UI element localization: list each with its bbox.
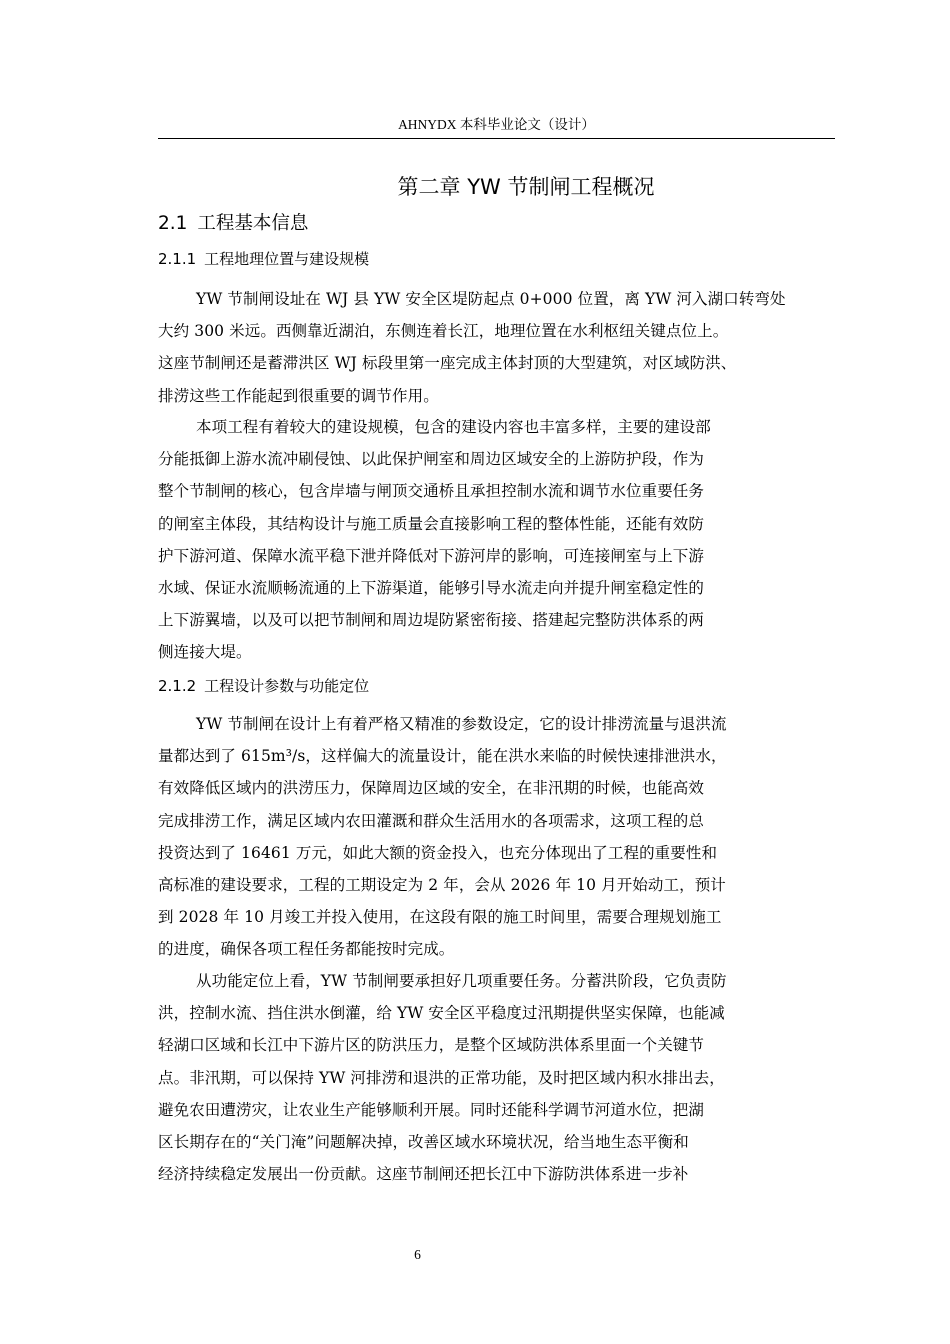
section-title: 工程基本信息 (197, 213, 309, 234)
text-line: 本项工程有着较大的建设规模，包含的建设内容也丰富多样，主要的建设部 (196, 418, 711, 436)
subsection-heading (158, 675, 369, 697)
header-divider (158, 138, 835, 139)
text-line: 洪，控制水流、挡住洪水倒灌，给 YW 安全区平稳度过汛期提供坚实保障，也能减 (158, 1004, 725, 1023)
text-line: 的进度，确保各项工程任务都能按时完成。 (158, 940, 455, 959)
text-line: 有效降低区域内的洪涝压力，保障周边区域的安全，在非汛期的时候，也能高效 (158, 779, 705, 798)
text-line: 完成排涝工作，满足区域内农田灌溉和群众生活用水的各项需求，这项工程的总 (158, 811, 705, 830)
text-line: 的闸室主体段，其结构设计与施工质量会直接影响工程的整体性能，还能有效防 (158, 514, 705, 533)
text-line: 整个节制闸的核心，包含岸墙与闸顶交通桥且承担控制水流和调节水位重要任务 (158, 482, 705, 501)
subsection-number: 2.1.2 (158, 677, 197, 695)
chapter-title: 第二章 YW 节制闸工程概况 (397, 175, 655, 199)
subsection-number: 2.1.1 (158, 250, 197, 268)
text-line: 经济持续稳定发展出一份贡献。这座节制闸还把长江中下游防洪体系进一步补 (158, 1165, 689, 1184)
subsection-heading (158, 248, 369, 270)
text-line: 避免农田遭涝灾，让农业生产能够顺利开展。同时还能科学调节河道水位，把湖 (158, 1100, 705, 1119)
running-header: AHNYDX 本科毕业论文（设计） (398, 117, 595, 132)
text-line: 这座节制闸还是蓄滞洪区 WJ 标段里第一座完成主体封顶的大型建筑，对区域防洪、 (158, 354, 737, 373)
page-number: 6 (414, 1247, 421, 1262)
paragraph (158, 283, 848, 412)
text-line: 分能抵御上游水流冲刷侵蚀、以此保护闸室和周边区域安全的上游防护段，作为 (158, 450, 705, 469)
text-line: 量都达到了 615m³/s，这样偏大的流量设计，能在洪水来临的时候快速排泄洪水， (158, 747, 727, 766)
text-line: 到 2028 年 10 月竣工并投入使用，在这段有限的施工时间里，需要合理规划施工 (158, 908, 722, 927)
text-line: 护下游河道、保障水流平稳下泄并降低对下游河岸的影响，可连接闸室与上下游 (158, 546, 705, 565)
text-line: 高标准的建设要求，工程的工期设定为 2 年，会从 2026 年 10 月开始动工，预计 (158, 876, 726, 895)
paragraph (158, 411, 848, 669)
text-line: YW 节制闸设址在 WJ 县 YW 安全区堤防起点 0+000 位置，离 YW 河入湖口转弯处 (196, 290, 786, 308)
text-line: 投资达到了 16461 万元，如此大额的资金投入，也充分体现出了工程的重要性和 (158, 843, 718, 862)
paragraph (158, 965, 848, 1190)
section-heading (158, 211, 308, 237)
text-line: YW 节制闸在设计上有着严格又精准的参数设定，它的设计排涝流量与退洪流 (196, 715, 727, 733)
text-line: 水域、保证水流顺畅流通的上下游渠道，能够引导水流走向并提升闸室稳定性的 (158, 579, 705, 598)
text-line: 大约 300 米远。西侧靠近湖泊，东侧连着长江，地理位置在水利枢纽关键点位上。 (158, 322, 729, 341)
text-line: 上下游翼墙，以及可以把节制闸和周边堤防紧密衔接、搭建起完整防洪体系的两 (158, 611, 705, 630)
section-number: 2.1 (158, 213, 188, 234)
subsection-title: 工程设计参数与功能定位 (204, 677, 370, 695)
text-line: 轻湖口区域和长江中下游片区的防洪压力，是整个区域防洪体系里面一个关键节 (158, 1036, 705, 1055)
paragraph (158, 708, 848, 966)
text-line: 排涝这些工作能起到很重要的调节作用。 (158, 386, 439, 405)
text-line: 从功能定位上看，YW 节制闸要承担好几项重要任务。分蓄洪阶段，它负责防 (196, 972, 727, 990)
text-line: 点。非汛期，可以保持 YW 河排涝和退洪的正常功能，及时把区域内积水排出去， (158, 1068, 725, 1087)
text-line: 区长期存在的“关门淹”问题解决掉，改善区域水环境状况，给当地生态平衡和 (158, 1133, 689, 1152)
subsection-title: 工程地理位置与建设规模 (204, 250, 370, 268)
text-line: 侧连接大堤。 (158, 643, 252, 662)
